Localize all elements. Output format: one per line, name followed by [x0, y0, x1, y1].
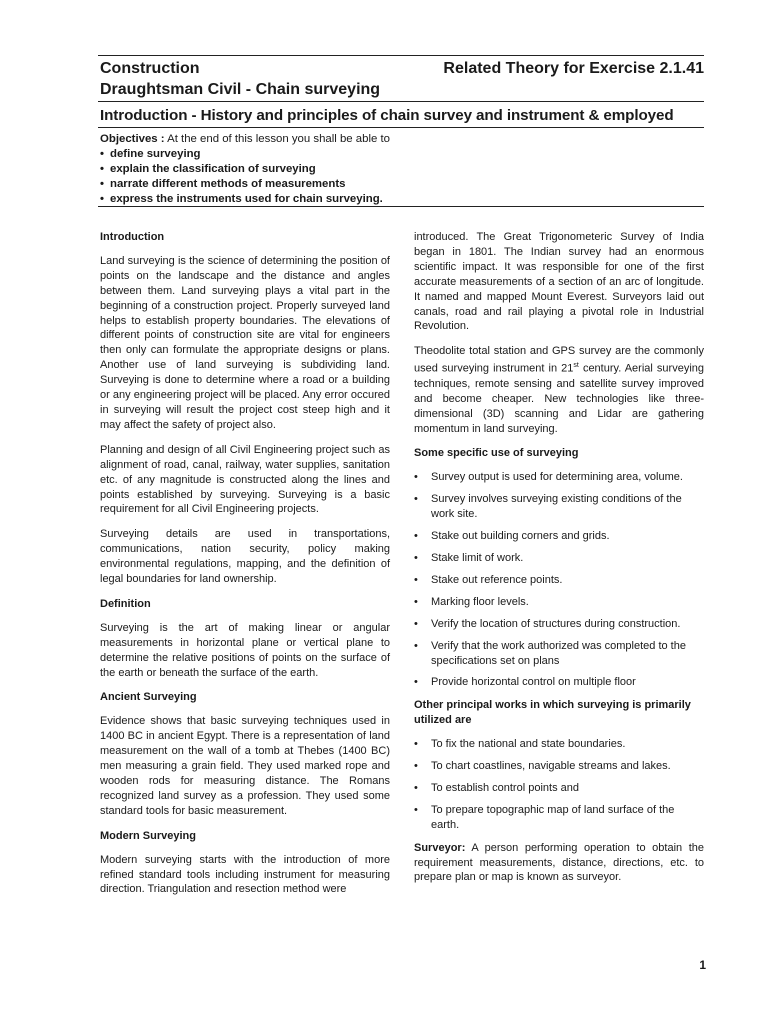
ancient-surveying-paragraph: Evidence shows that basic surveying techniques used in 1400 BC in ancient Egypt. There is a representation of land measurement on the wall of a tomb at Thebes (1400 BC) men measuring a grain field. They used marked rope and wooden rods for measuring distance. The Romans recognized land survey as a profession. They used some standard tools for basic measurement. — [100, 715, 390, 817]
introduction-paragraph-1: Land surveying is the science of determining the position of points on the landscape and the distance and angles between them. Land surveying plays a vital part in the beginning of a construction project. Properly surveyed land helps to establish property boundaries. The elevations of different points of construction site are vital for engineers then only can formulate the appropriate designs or plans. Another use of land surveying is subdividing land. Surveying is done to determine where a road or a building or any engineering project will be placed. Any error occured in surveying will result the project cost steep high and it may affect the safety of project also. — [100, 254, 390, 431]
theodolite-text-1: Theodolite total station and GPS survey are the commonly used surveying instrument in 21 — [414, 345, 704, 375]
continuation-paragraph: introduced. The Great Trigonometeric Survey of India began in 1801. The Indian survey had an enormous scientific impact. It was responsible for one of the first accurate measurements of a section of an arc of longitude. It named and mapped Mount Everest. Surveyors laid out canals, road and rail playing a pivotal role in Industrial Revolution. — [414, 231, 704, 333]
modern-surveying-paragraph: Modern surveying starts with the introduction of more refined standard tools including instrument for measuring direction. Triangulation and resection method were — [100, 853, 390, 896]
definition-heading: Definition — [100, 597, 151, 610]
page-number: 1 — [699, 958, 706, 972]
theodolite-paragraph — [414, 344, 704, 436]
list-item: • Survey output is used for determining area, volume. — [414, 470, 704, 485]
objectives-list — [100, 147, 700, 207]
ordinal-suffix: st — [573, 362, 579, 370]
specific-use-list — [414, 470, 704, 690]
surveyor-text: A person performing operation to obtain the requirement measurements, distance, directions, etc. to prepare plan or map is known as surveyor. — [414, 841, 704, 884]
list-item: • To prepare topographic map of land surface of the earth. — [414, 803, 704, 833]
list-item: • Survey involves surveying existing conditions of the work site. — [414, 492, 704, 522]
list-item: • Stake limit of work. — [414, 551, 704, 566]
objectives-intro: At the end of this lesson you shall be able to — [164, 133, 391, 145]
list-item: • To fix the national and state boundaries. — [414, 737, 704, 752]
list-item: • Provide horizontal control on multiple floor — [414, 675, 704, 690]
modern-surveying-heading: Modern Surveying — [100, 829, 196, 842]
list-item: • Stake out reference points. — [414, 573, 704, 588]
title-bottom-rule — [98, 127, 704, 128]
page-title: Introduction - History and principles of chain survey and instrument & employed — [100, 107, 674, 124]
list-item: • To establish control points and — [414, 781, 704, 796]
introduction-paragraph-3: Surveying details are used in transportations, communications, nation security, policy making environmental regulations, mapping, and the definition of legal boundaries for land ownership. — [100, 528, 390, 586]
title-top-rule — [98, 101, 704, 102]
list-item: • To chart coastlines, navigable streams and lakes. — [414, 759, 704, 774]
theodolite-text-2: century. Aerial surveying techniques, remote sensing and satellite survey improved and become cheaper. New technologies like three-dimensional (3D) scanning and Lidar are gathering momentum in land surveying. — [414, 362, 705, 435]
header-exercise: Related Theory for Exercise 2.1.41 — [443, 60, 704, 77]
objectives-intro-line — [100, 132, 700, 147]
header-top-rule — [98, 55, 704, 56]
objectives-box — [100, 132, 700, 207]
surveyor-label: Surveyor: — [414, 841, 466, 854]
objectives-bottom-rule — [98, 206, 704, 207]
list-item: • Verify the location of structures during construction. — [414, 617, 704, 632]
surveyor-paragraph — [414, 841, 704, 886]
specific-use-heading: Some specific use of surveying — [414, 447, 579, 460]
other-works-list — [414, 737, 704, 833]
header-subject: Construction — [100, 60, 200, 77]
left-column — [100, 230, 390, 907]
objective-item: • define surveying — [100, 147, 700, 162]
list-item: • Stake out building corners and grids. — [414, 529, 704, 544]
introduction-paragraph-2: Planning and design of all Civil Engineering project such as alignment of road, canal, railway, water supplies, sanitation etc. of any magnitude is constructed along the lines and points established by surveying. Surveying is a basic requirement for all Civil Engineering projects. — [100, 443, 390, 516]
list-item: • Marking floor levels. — [414, 595, 704, 610]
objective-item: • narrate different methods of measurements — [100, 177, 700, 192]
header-left — [100, 58, 380, 100]
introduction-heading: Introduction — [100, 231, 165, 243]
ancient-surveying-heading: Ancient Surveying — [100, 691, 197, 704]
other-works-heading: Other principal works in which surveying is primarily utilized are — [414, 699, 691, 727]
right-column — [414, 230, 704, 895]
header-course: Draughtsman Civil - Chain surveying — [100, 81, 381, 98]
objectives-label: Objectives : — [100, 133, 165, 145]
objective-item: • express the instruments used for chain surveying. — [100, 192, 700, 207]
objective-item: • explain the classification of surveying — [100, 162, 700, 177]
list-item: • Verify that the work authorized was completed to the specifications set on plans — [414, 639, 704, 669]
definition-paragraph: Surveying is the art of making linear or angular measurements in horizontal plane or vertical plane to determine the relative positions of points on the surface of the earth or beneath the surface of the earth. — [100, 621, 390, 679]
